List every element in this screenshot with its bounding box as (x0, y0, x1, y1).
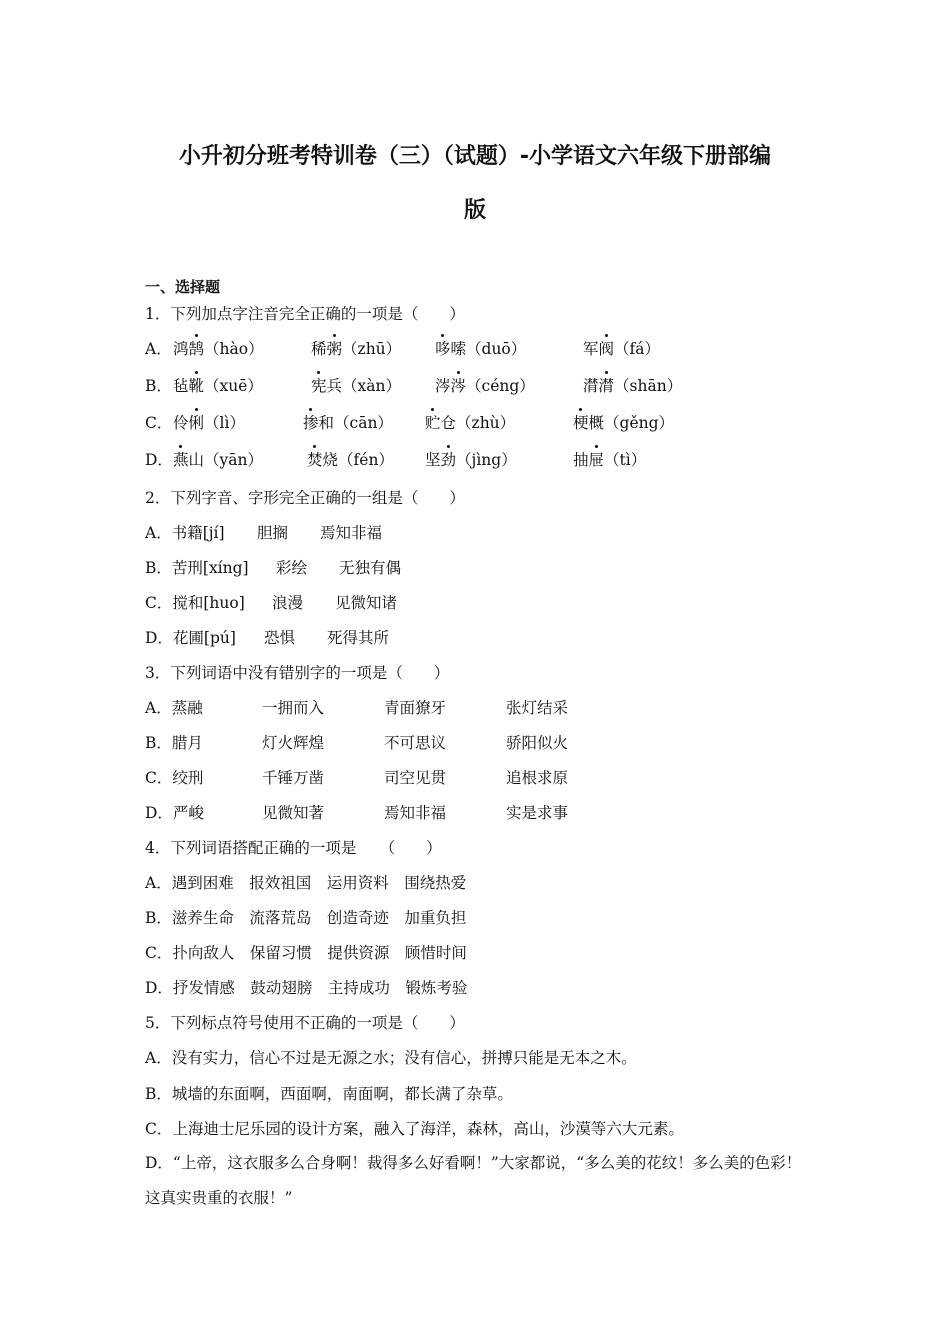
word-4 (583, 374, 682, 396)
option-label: A． (145, 340, 172, 358)
pinyin: （fá） (614, 340, 661, 358)
dotted-char: 粥 (327, 337, 343, 359)
q5-stem: 5．下列标点符号使用不正确的一项是（ ） (145, 1014, 465, 1032)
pinyin: （gěng） (604, 414, 675, 432)
pinyin: （tì） (604, 451, 647, 469)
option-part: 恐惧 (264, 629, 296, 647)
option-part: D．严峻 (145, 804, 204, 822)
word-2 (307, 448, 394, 470)
option-label: D． (145, 451, 173, 469)
char: 稀 (311, 340, 327, 358)
q5-option-d: D．“上帝，这衣服多么合身啊！裁得多么好看啊！”大家都说，“多么美的花纹！多么美的色彩！这真实贵重的衣服！” (145, 1154, 802, 1207)
pinyin: （céng） (466, 377, 535, 395)
option-part: 骄阳似火 (506, 734, 569, 752)
dotted-char: 鹄 (189, 337, 205, 359)
pinyin: （zhù） (456, 414, 516, 432)
option-part: 司空见贯 (384, 769, 447, 787)
option-part: 胆搁 (257, 524, 289, 542)
option-part: B．苦刑[xíng] (145, 559, 249, 577)
q5-option-a: A．没有实力，信心不过是无源之水；没有信心，拼搏只能是无本之木。 (145, 1049, 637, 1067)
dotted-char: 涔 (451, 374, 467, 396)
option-part: 见微知诸 (335, 594, 398, 612)
word-1 (173, 374, 263, 396)
word-1 (173, 411, 245, 433)
char: 坚 (425, 451, 441, 469)
word-3 (425, 411, 515, 433)
pinyin: （lì） (204, 414, 245, 432)
option-part: 一拥而入 (262, 699, 325, 717)
q4-option-b: B．滋养生命 流落荒岛 创造奇迹 加重负担 (145, 909, 467, 927)
option-part: 张灯结采 (506, 699, 569, 717)
dotted-char: 阀 (599, 337, 615, 359)
pinyin: （cān） (334, 414, 393, 432)
char: 概 (588, 414, 605, 432)
dotted-char: 宪 (311, 374, 327, 396)
dotted-char: 贮 (425, 411, 441, 433)
dotted-char: 燕 (173, 448, 189, 470)
option-part: 焉知非福 (384, 804, 447, 822)
pinyin: （xuē） (204, 377, 263, 395)
char: 鸿 (173, 340, 189, 358)
q5-option-b: B．城墙的东面啊，西面啊，南面啊，都长满了杂草。 (145, 1085, 513, 1103)
dotted-char: 梗 (573, 411, 589, 433)
option-part: 彩绘 (276, 559, 308, 577)
word-1 (173, 448, 263, 470)
word-3 (425, 448, 517, 470)
dotted-char: 靴 (189, 374, 205, 396)
pinyin: （duō） (466, 340, 527, 358)
option-part: 浪漫 (272, 594, 304, 612)
title-line-2: 版 (463, 198, 486, 223)
option-part: 实是求事 (506, 804, 569, 822)
char: 伶 (173, 414, 189, 432)
dotted-char: 俐 (189, 411, 205, 433)
option-part: 死得其所 (327, 629, 390, 647)
word-1 (173, 337, 264, 359)
word-4 (573, 448, 646, 470)
char: 军 (583, 340, 599, 358)
pinyin: （jìng） (456, 451, 517, 469)
title-line-1: 小升初分班考特训卷（三）（试题）-小学语文六年级下册部编 (178, 144, 772, 169)
dotted-char: 潸 (599, 374, 615, 396)
dotted-char: 屉 (589, 448, 605, 470)
word-3 (435, 374, 535, 396)
word-4 (573, 411, 674, 433)
option-part: 焉知非福 (320, 524, 383, 542)
word-4 (583, 337, 660, 359)
document-title (130, 130, 820, 238)
option-part: 追根求原 (506, 769, 569, 787)
char: 嗦 (450, 340, 467, 358)
pinyin: （xàn） (342, 377, 401, 395)
option-part: C．绞刑 (145, 769, 204, 787)
option-part: A．蒸融 (145, 699, 203, 717)
word-2 (303, 411, 393, 433)
option-part: 青面獠牙 (384, 699, 447, 717)
option-part: A．书籍[jí] (145, 524, 225, 542)
option-part: D．花圃[pú] (145, 629, 236, 647)
char: 毡 (173, 377, 189, 395)
q5-option-c: C．上海迪士尼乐园的设计方案，融入了海洋，森林，高山，沙漠等六大元素。 (145, 1120, 684, 1138)
pinyin: （zhū） (342, 340, 402, 358)
pinyin: （fén） (338, 451, 394, 469)
pinyin: （hào） (204, 340, 264, 358)
option-part: 不可思议 (384, 734, 447, 752)
dotted-char: 哆 (435, 337, 451, 359)
char: 潸 (583, 377, 599, 395)
option-part: 见微知著 (262, 804, 325, 822)
char: 仓 (440, 414, 457, 432)
dotted-char: 掺 (303, 411, 319, 433)
char: 烧 (322, 451, 339, 469)
word-2 (311, 337, 401, 359)
q4-option-c: C．扑向敌人 保留习惯 提供资源 顾惜时间 (145, 944, 467, 962)
dotted-char: 劲 (441, 448, 457, 470)
q2-stem: 2．下列字音、字形完全正确的一组是（ ） (145, 489, 465, 507)
q4-option-d: D．抒发情感 鼓动翅膀 主持成功 锻炼考验 (145, 979, 468, 997)
char: 和 (318, 414, 335, 432)
option-label: C． (145, 414, 173, 432)
word-2 (311, 374, 401, 396)
char: 涔 (435, 377, 451, 395)
section-heading: 一、选择题 (145, 278, 221, 296)
q4-stem: 4．下列词语搭配正确的一项是 （ ） (145, 839, 442, 857)
option-part: B．腊月 (145, 734, 203, 752)
pinyin: （shān） (614, 377, 683, 395)
dotted-char: 焚 (307, 448, 323, 470)
word-3 (435, 337, 526, 359)
char: 山 (188, 451, 205, 469)
pinyin: （yān） (204, 451, 264, 469)
q4-option-a: A．遇到困难 报效祖国 运用资料 围绕热爱 (145, 874, 467, 892)
option-part: 灯火辉煌 (262, 734, 325, 752)
q1-stem: 1．下列加点字注音完全正确的一项是（ ） (145, 305, 465, 323)
char: 兵 (326, 377, 343, 395)
char: 抽 (573, 451, 589, 469)
option-part: 无独有偶 (339, 559, 402, 577)
option-part: 千锤万凿 (262, 769, 325, 787)
option-label: B． (145, 377, 172, 395)
option-part: C．搅和[huo] (145, 594, 245, 612)
q3-stem: 3．下列词语中没有错别字的一项是（ ） (145, 664, 450, 682)
